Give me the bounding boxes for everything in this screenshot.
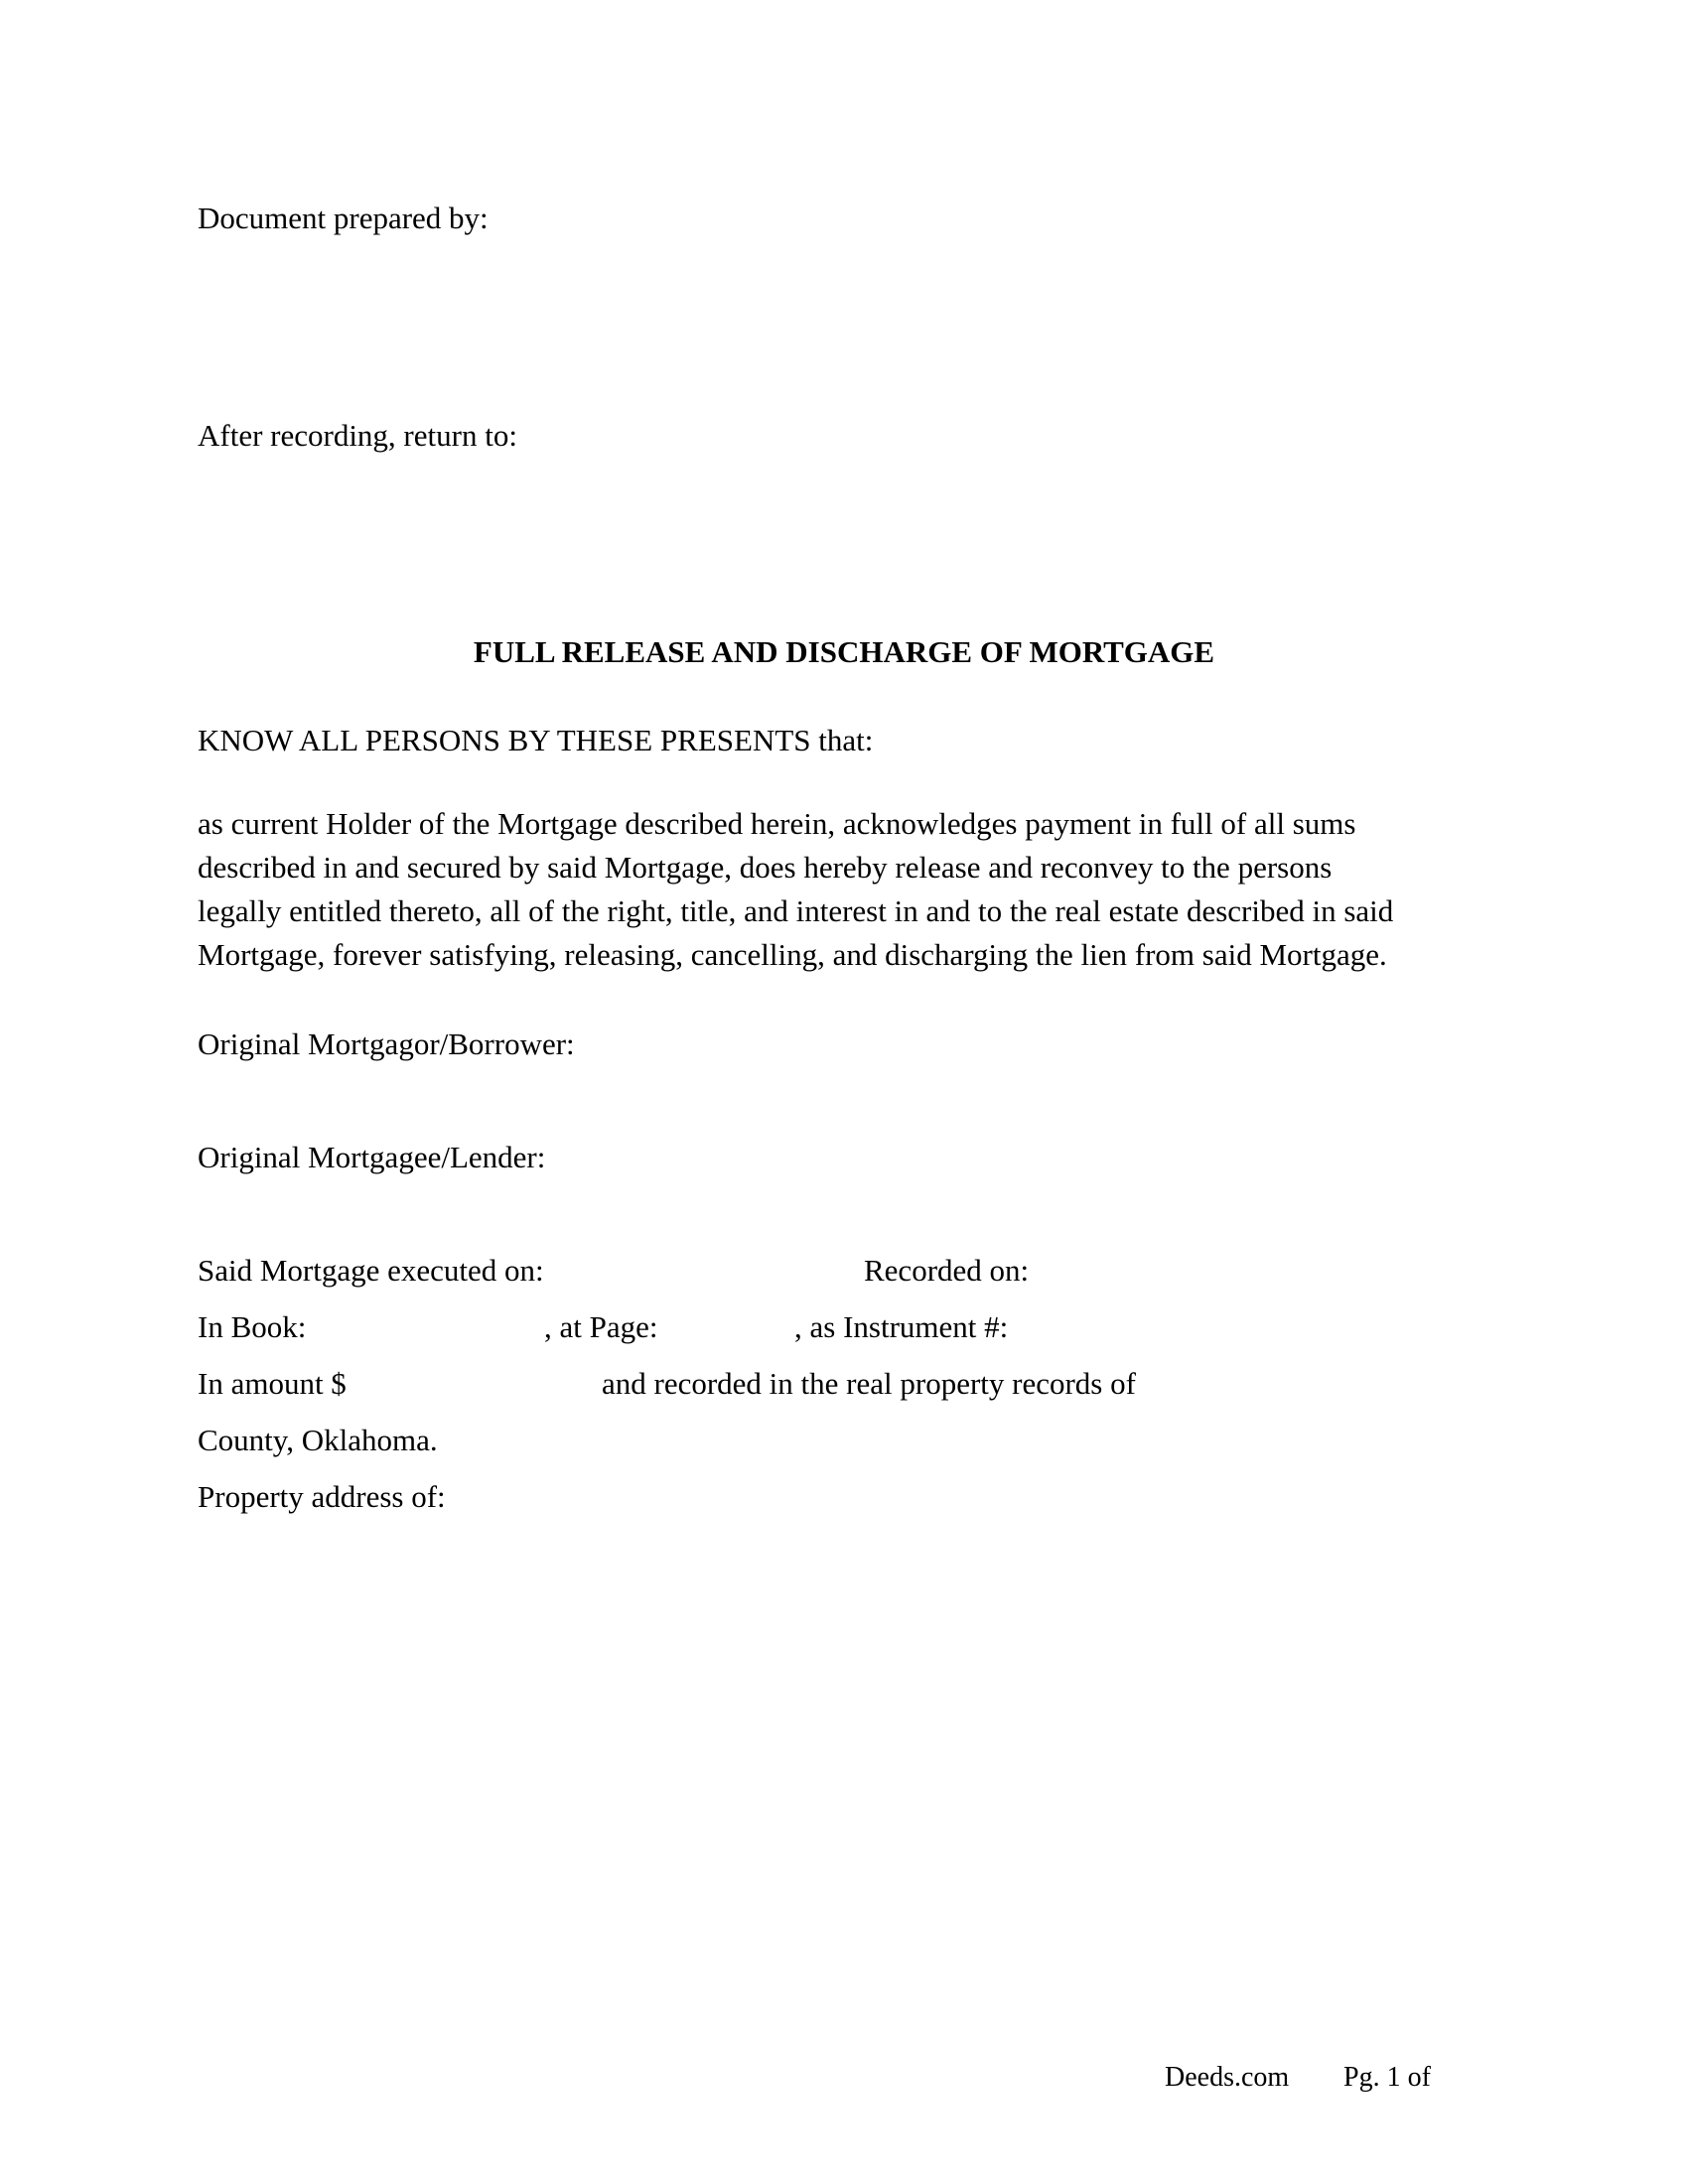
amount-label: In amount $ bbox=[198, 1366, 347, 1401]
paragraph-line: as current Holder of the Mortgage described herein, acknowledges payment in full of all sums bbox=[198, 806, 1356, 841]
document-title: FULL RELEASE AND DISCHARGE OF MORTGAGE bbox=[473, 634, 1215, 669]
at-page-label: , at Page: bbox=[544, 1309, 658, 1344]
footer-page-number: Pg. 1 of bbox=[1343, 2062, 1431, 2093]
paragraph-line: legally entitled thereto, all of the right, title, and interest in and to the real estate described in said bbox=[198, 893, 1394, 928]
prepared-by-label: Document prepared by: bbox=[198, 201, 489, 235]
county-label: County, Oklahoma. bbox=[198, 1423, 438, 1457]
mortgagee-label: Original Mortgagee/Lender: bbox=[198, 1140, 546, 1174]
paragraph-line: Mortgage, forever satisfying, releasing, cancelling, and discharging the lien from said Mortgage. bbox=[198, 937, 1387, 972]
executed-on-label: Said Mortgage executed on: bbox=[198, 1253, 544, 1288]
release-paragraph bbox=[198, 802, 1518, 977]
footer-site: Deeds.com bbox=[1165, 2062, 1290, 2093]
in-book-label: In Book: bbox=[198, 1309, 307, 1344]
return-to-label: After recording, return to: bbox=[198, 418, 517, 453]
intro-text: KNOW ALL PERSONS BY THESE PRESENTS that: bbox=[198, 723, 874, 757]
recorded-in-label: and recorded in the real property records of bbox=[602, 1366, 1136, 1401]
instrument-label: , as Instrument #: bbox=[794, 1309, 1009, 1344]
recorded-on-label: Recorded on: bbox=[864, 1253, 1030, 1288]
mortgagor-label: Original Mortgagor/Borrower: bbox=[198, 1026, 575, 1061]
paragraph-line: described in and secured by said Mortgage, does hereby release and reconvey to the persons bbox=[198, 850, 1333, 885]
property-address-label: Property address of: bbox=[198, 1479, 446, 1514]
